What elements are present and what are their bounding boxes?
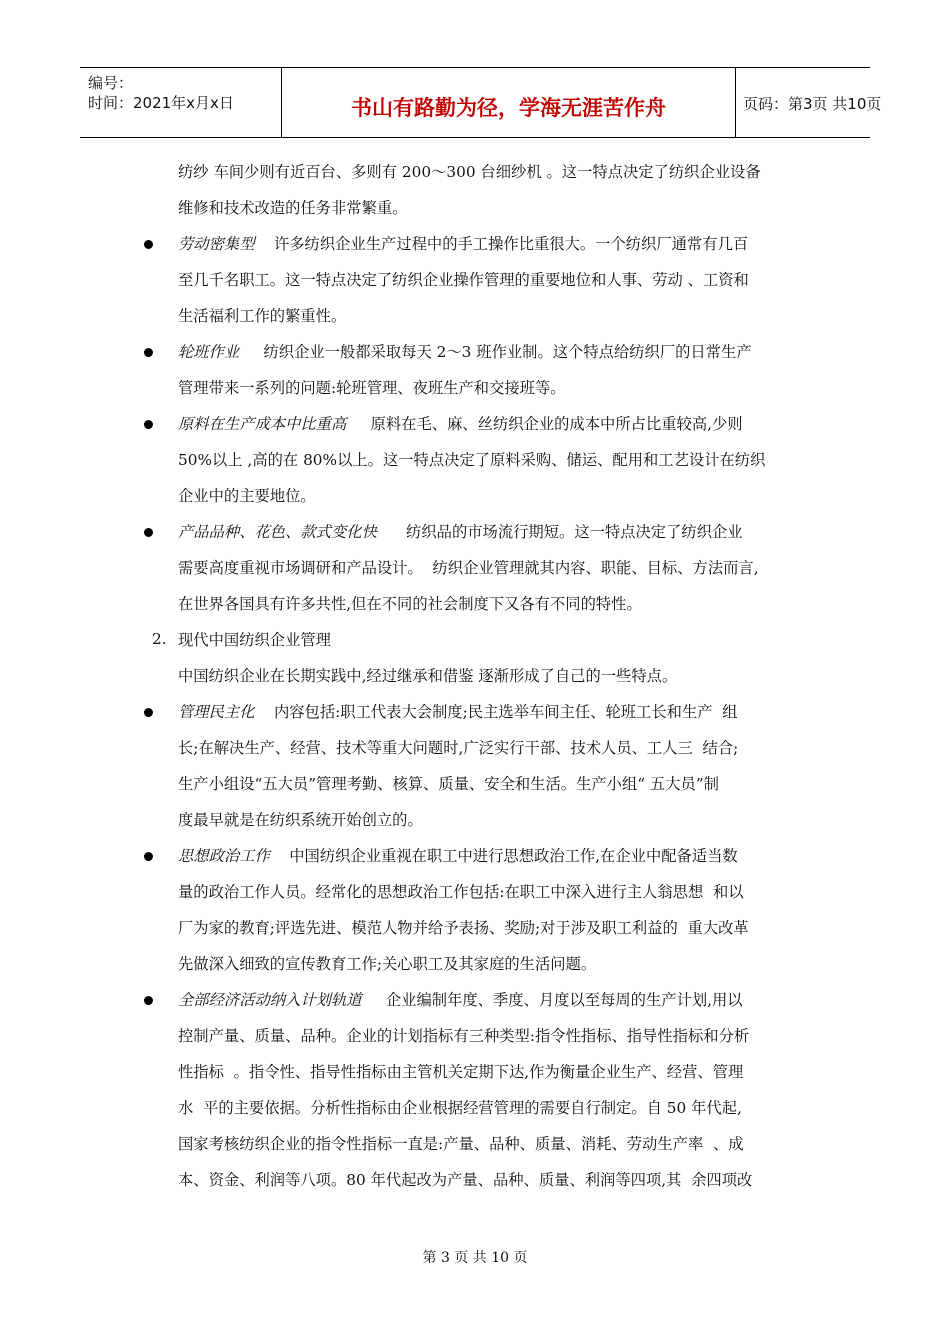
item-term: 原料在生产成本中比重高: [178, 415, 347, 433]
item-text: 原料在毛、麻、丝纺织企业的成本中所占比重较高,少则: [346, 415, 743, 433]
item-text: 企业编制年度、季度、月度以至每周的生产计划,用以: [361, 991, 743, 1009]
bullet-icon: [144, 348, 153, 357]
item-text: 纺织企业一般都采取每天 2～3 班作业制。这个特点给纺织厂的日常生产: [239, 343, 752, 361]
page-footer: 第 3 页 共 10 页: [422, 1250, 528, 1266]
item-term: 思想政治工作: [178, 847, 270, 865]
header-meta-cell: [80, 68, 281, 137]
paragraph-line: 性指标 。指令性、指导性指标由主管机关定期下达,作为衡量企业生产、经营、管理: [178, 1063, 744, 1081]
date-label: 时间：2021年x月x日: [88, 94, 234, 112]
list-item: [178, 522, 743, 542]
paragraph-line: 50%以上 ,高的在 80%以上。这一特点决定了原料采购、储运、配用和工艺设计在纺织: [178, 451, 766, 469]
item-text: 纺织品的市场流行期短。这一特点决定了纺织企业: [376, 523, 743, 541]
bullet-icon: [144, 852, 153, 861]
paragraph-line: 生活福利工作的繁重性。: [178, 307, 347, 325]
item-text: 许多纺织企业生产过程中的手工操作比重很大。一个纺织厂通常有几百: [254, 235, 749, 253]
header-page-cell: [735, 68, 882, 137]
list-item: [178, 414, 743, 434]
bullet-icon: [144, 996, 153, 1005]
item-text: 内容包括:职工代表大会制度;民主选举车间主任、轮班工长和生产 组: [254, 703, 738, 721]
paragraph-line: 在世界各国具有许多共性,但在不同的社会制度下又各有不同的特性。: [178, 595, 642, 613]
paragraph-line: 需要高度重视市场调研和产品设计。 纺织企业管理就其内容、职能、目标、方法而言,: [178, 559, 759, 577]
paragraph-line: 先做深入细致的宣传教育工作;关心职工及其家庭的生活问题。: [178, 955, 597, 973]
item-text: 中国纺织企业重视在职工中进行思想政治工作,在企业中配备适当数: [269, 847, 738, 865]
section-title: 现代中国纺织企业管理: [178, 631, 331, 649]
paragraph-line: 长;在解决生产、经营、技术等重大问题时,广泛实行干部、技术人员、工人三 结合;: [178, 739, 739, 757]
section-number: 2.: [152, 630, 167, 648]
paragraph-line: 厂为家的教育;评选先进、模范人物并给予表扬、奖励;对于涉及职工利益的 重大改革: [178, 919, 749, 937]
header-motto-cell: [281, 68, 736, 137]
list-item: [178, 234, 748, 254]
item-term: 轮班作业: [178, 343, 240, 361]
item-term: 劳动密集型: [178, 235, 255, 253]
list-item: [178, 990, 743, 1010]
paragraph-line: 中国纺织企业在长期实践中,经过继承和借鉴 逐渐形成了自己的一些特点。: [178, 667, 678, 685]
paragraph-line: 水 平的主要依据。分析性指标由企业根据经营管理的需要自行制定。自 50 年代起,: [178, 1099, 742, 1117]
number-label: 编号：: [88, 74, 134, 92]
paragraph-line: 量的政治工作人员。经常化的思想政治工作包括:在职工中深入进行主人翁思想 和以: [178, 883, 744, 901]
motto: 书山有路勤为径，学海无涯苦作舟: [351, 96, 666, 120]
paragraph-line: 国家考核纺织企业的指令性指标一直是:产量、品种、质量、消耗、劳动生产率 、成: [178, 1135, 744, 1153]
paragraph-line: 生产小组设“五大员”管理考勤、核算、质量、安全和生活。生产小组“ 五大员”制: [178, 775, 719, 793]
bullet-icon: [144, 708, 153, 717]
page-label: 页码：第3页 共10页: [743, 95, 882, 113]
item-term: 管理民主化: [178, 703, 255, 721]
list-item: [178, 846, 738, 866]
list-item: [178, 702, 738, 722]
bullet-icon: [144, 240, 153, 249]
bullet-icon: [144, 528, 153, 537]
list-item: [178, 342, 752, 362]
paragraph-line: 至几千名职工。这一特点决定了纺织企业操作管理的重要地位和人事、劳动 、工资和: [178, 271, 749, 289]
paragraph-line: 控制产量、质量、品种。企业的计划指标有三种类型:指令性指标、指导性指标和分析: [178, 1027, 750, 1045]
paragraph-line: 管理带来一系列的问题:轮班管理、夜班生产和交接班等。: [178, 379, 566, 397]
paragraph-line: 企业中的主要地位。: [178, 487, 316, 505]
header-table: [80, 67, 882, 138]
bullet-icon: [144, 420, 153, 429]
item-term: 全部经济活动纳入计划轨道: [178, 991, 362, 1009]
paragraph-line: 维修和技术改造的任务非常繁重。: [178, 199, 408, 217]
paragraph-line: 本、资金、利润等八项。80 年代起改为产量、品种、质量、利润等四项,其 余四项改: [178, 1171, 753, 1189]
paragraph-line: 纺纱 车间少则有近百台、多则有 200～300 台细纱机 。这一特点决定了纺织企业设备: [178, 163, 761, 181]
item-term: 产品品种、花色、款式变化快: [178, 523, 377, 541]
paragraph-line: 度最早就是在纺织系统开始创立的。: [178, 811, 423, 829]
